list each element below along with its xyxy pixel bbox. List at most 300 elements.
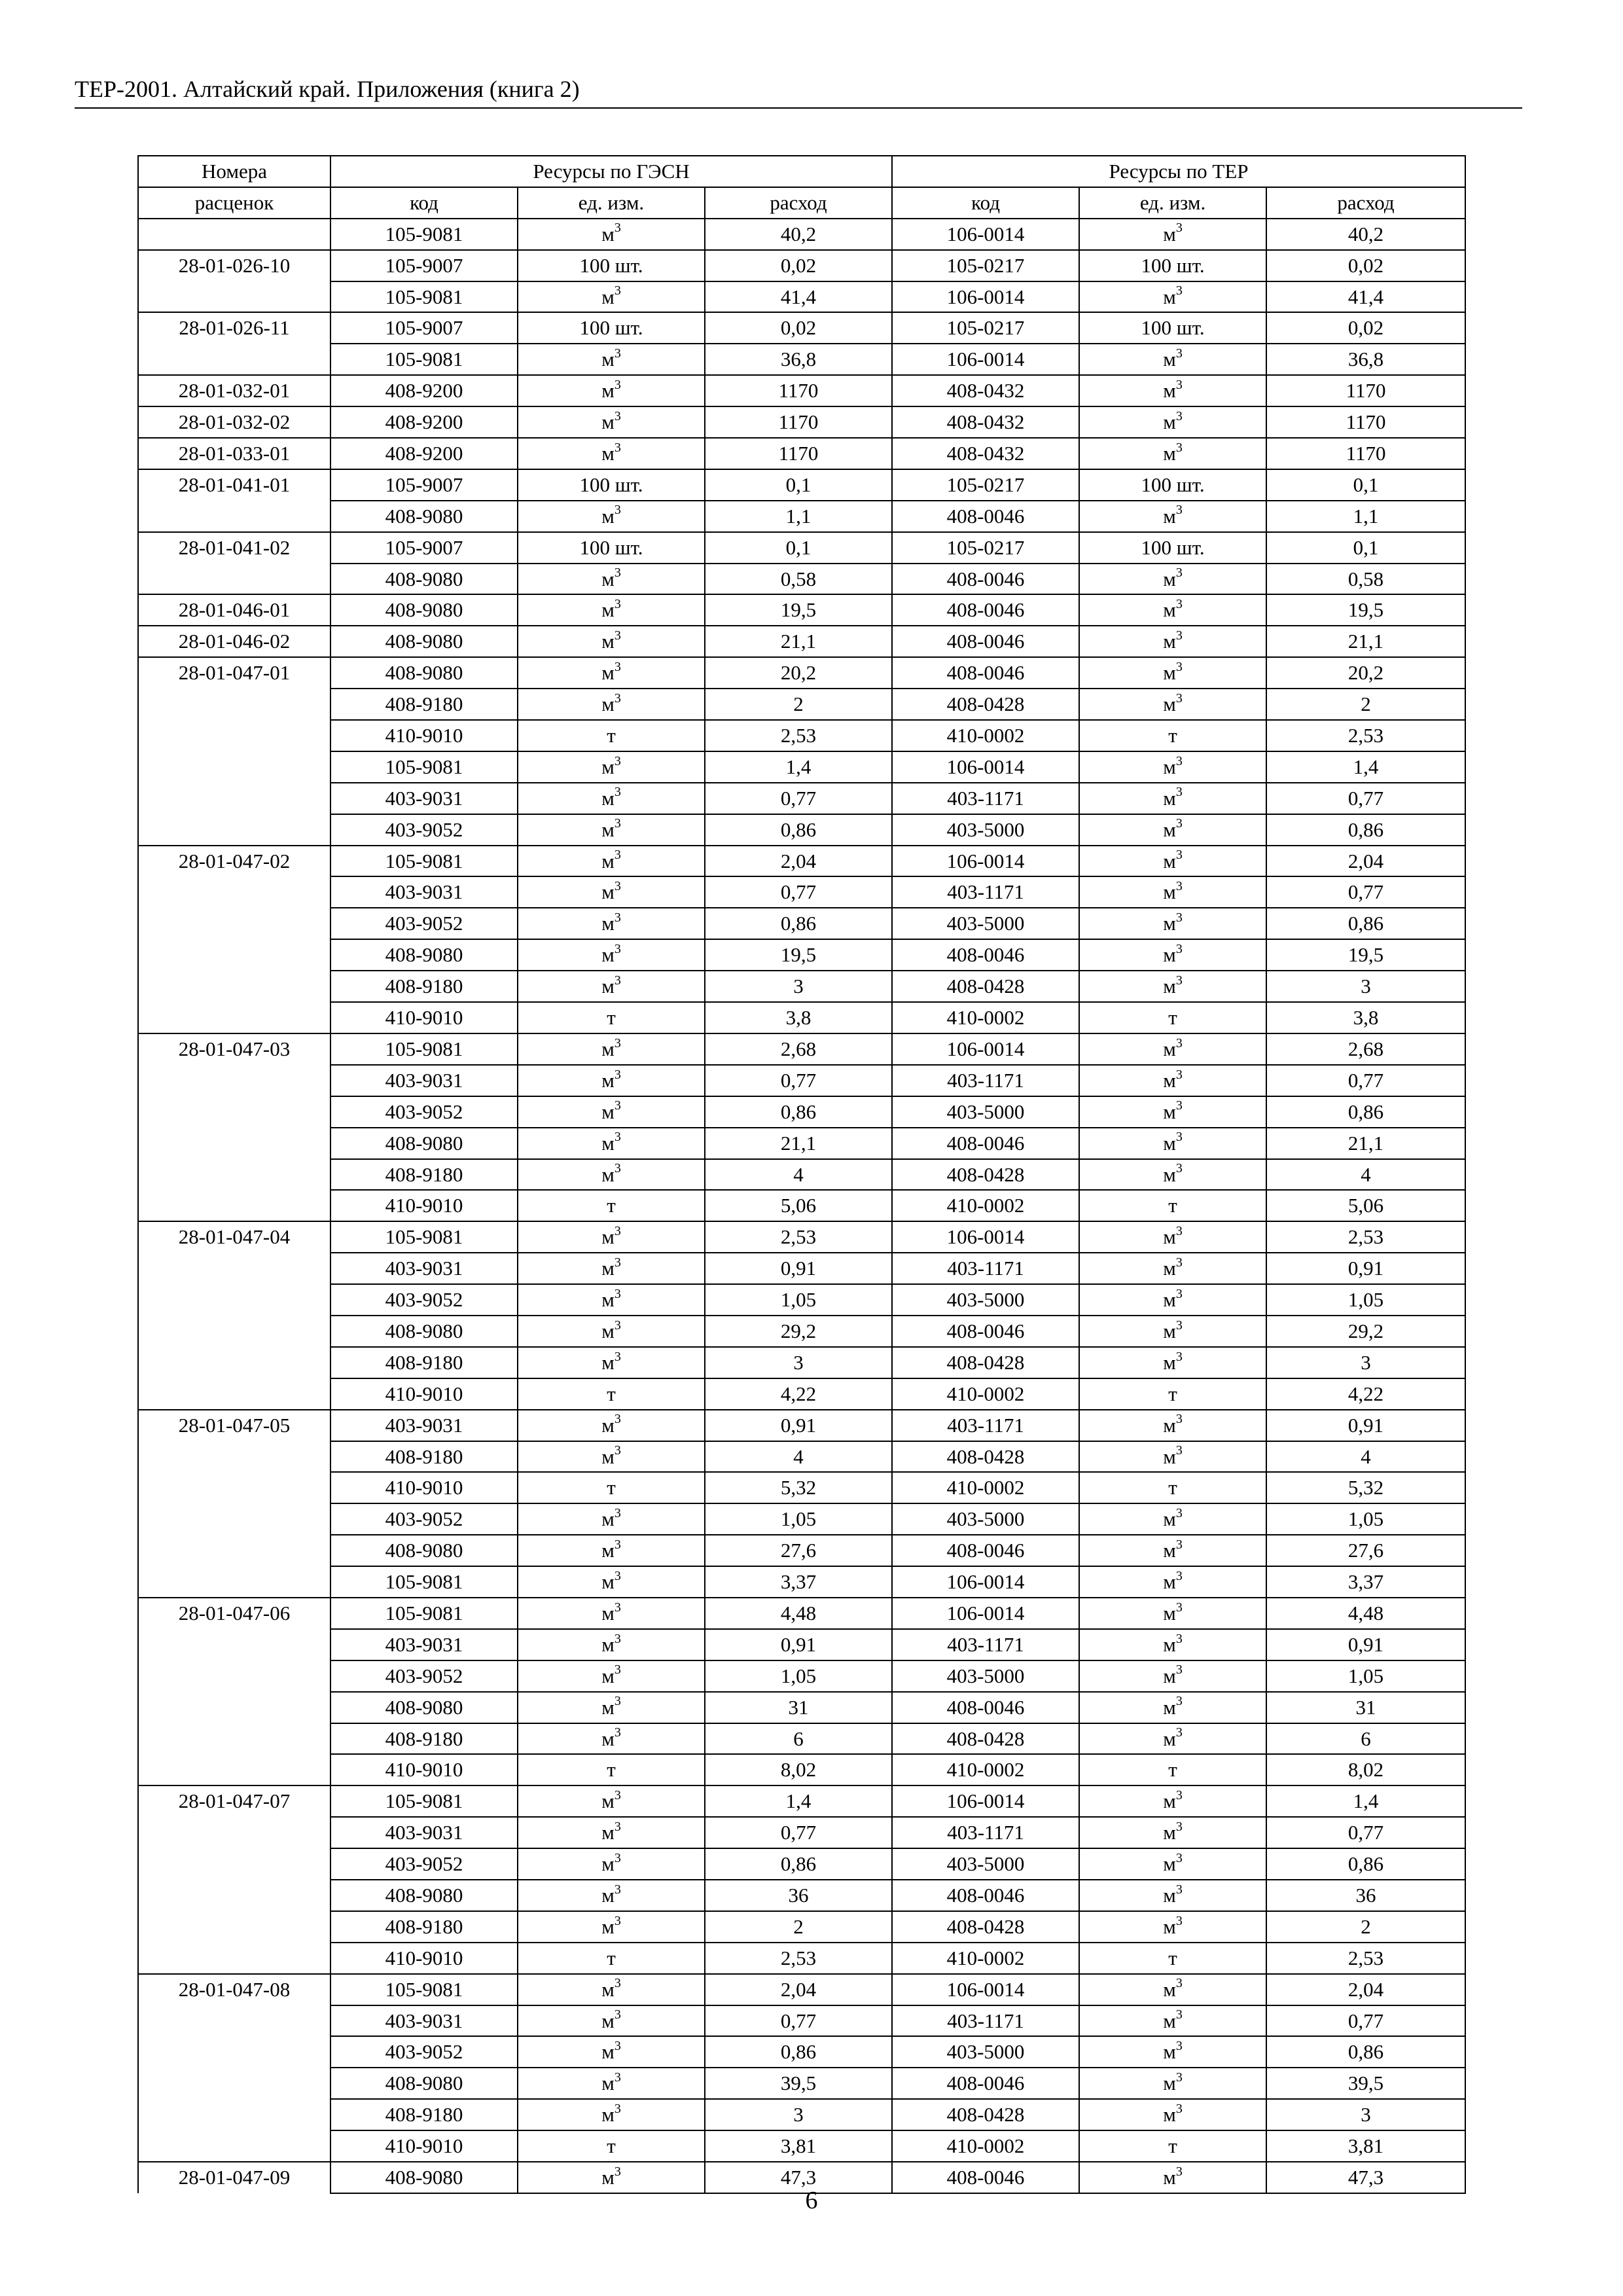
cell-rate-number <box>138 971 330 1002</box>
cell-gesn-amount: 27,6 <box>705 1535 892 1566</box>
cell-gesn-amount: 0,91 <box>705 1410 892 1441</box>
cell-ter-code: 408-0046 <box>892 1316 1079 1347</box>
cell-gesn-code: 403-9052 <box>330 1660 518 1692</box>
cell-rate-number <box>138 1943 330 1974</box>
cell-ter-unit: т <box>1079 1190 1266 1221</box>
cell-ter-amount: 19,5 <box>1266 939 1465 971</box>
cell-gesn-code: 403-9052 <box>330 814 518 846</box>
cell-gesn-amount: 29,2 <box>705 1316 892 1347</box>
cell-ter-code: 105-0217 <box>892 250 1079 281</box>
table-row <box>138 720 1465 751</box>
cell-gesn-unit: $м^3$ <box>518 1692 705 1723</box>
table-row <box>138 1660 1465 1692</box>
cell-gesn-code: 105-9081 <box>330 751 518 783</box>
cell-ter-unit: $м^3$ <box>1079 1598 1266 1629</box>
cell-ter-unit: $м^3$ <box>1079 2036 1266 2068</box>
cell-gesn-amount: 0,02 <box>705 250 892 281</box>
table-row <box>138 1848 1465 1880</box>
cell-gesn-amount: 1,4 <box>705 1785 892 1817</box>
table-row <box>138 626 1465 657</box>
cell-rate-number <box>138 1378 330 1410</box>
cell-ter-code: 403-1171 <box>892 1065 1079 1096</box>
cell-ter-code: 105-0217 <box>892 532 1079 564</box>
cell-ter-unit: $м^3$ <box>1079 657 1266 689</box>
header-gesn-unit: ед. изм. <box>518 187 705 219</box>
cell-gesn-amount: 20,2 <box>705 657 892 689</box>
cell-gesn-amount: 36,8 <box>705 344 892 375</box>
table-row <box>138 876 1465 908</box>
cell-gesn-amount: 2,53 <box>705 1943 892 1974</box>
header-ter-amount: расход <box>1266 187 1465 219</box>
cell-rate-number <box>138 1096 330 1128</box>
cell-gesn-unit: 100 шт. <box>518 532 705 564</box>
table-row <box>138 2036 1465 2068</box>
cell-ter-amount: 1,05 <box>1266 1660 1465 1692</box>
cell-ter-amount: 1,05 <box>1266 1503 1465 1535</box>
cell-gesn-code: 410-9010 <box>330 1472 518 1503</box>
cell-ter-code: 408-0046 <box>892 626 1079 657</box>
cell-ter-unit: $м^3$ <box>1079 751 1266 783</box>
cell-gesn-amount: 21,1 <box>705 1128 892 1159</box>
cell-ter-unit: $м^3$ <box>1079 971 1266 1002</box>
table-row <box>138 2099 1465 2130</box>
cell-ter-amount: 2,68 <box>1266 1033 1465 1065</box>
cell-gesn-unit: $м^3$ <box>518 1817 705 1848</box>
table-row <box>138 1096 1465 1128</box>
cell-ter-code: 408-0428 <box>892 2099 1079 2130</box>
cell-ter-amount: 1170 <box>1266 406 1465 438</box>
table-row <box>138 1378 1465 1410</box>
cell-gesn-amount: 4,22 <box>705 1378 892 1410</box>
cell-gesn-unit: $м^3$ <box>518 939 705 971</box>
table-row <box>138 564 1465 595</box>
table-row <box>138 281 1465 313</box>
cell-gesn-amount: 8,02 <box>705 1754 892 1785</box>
cell-ter-code: 408-0428 <box>892 1911 1079 1943</box>
cell-gesn-unit: $м^3$ <box>518 626 705 657</box>
cell-ter-code: 408-0428 <box>892 1723 1079 1755</box>
cell-ter-unit: $м^3$ <box>1079 1692 1266 1723</box>
cell-rate-number <box>138 1253 330 1284</box>
cell-gesn-amount: 0,77 <box>705 2005 892 2037</box>
cell-gesn-amount: 4 <box>705 1441 892 1473</box>
cell-ter-unit: $м^3$ <box>1079 939 1266 971</box>
header-rate-number-line1: Номера <box>138 156 330 187</box>
cell-gesn-code: 105-9081 <box>330 1598 518 1629</box>
table-header <box>138 156 1465 219</box>
cell-gesn-amount: 40,2 <box>705 219 892 250</box>
cell-ter-unit: $м^3$ <box>1079 1441 1266 1473</box>
cell-ter-code: 403-1171 <box>892 1410 1079 1441</box>
cell-rate-number <box>138 219 330 250</box>
cell-gesn-code: 105-9007 <box>330 312 518 344</box>
cell-ter-amount: 1,05 <box>1266 1284 1465 1316</box>
cell-ter-unit: $м^3$ <box>1079 344 1266 375</box>
cell-gesn-amount: 0,58 <box>705 564 892 595</box>
cell-ter-unit: $м^3$ <box>1079 281 1266 313</box>
cell-gesn-unit: т <box>518 2130 705 2162</box>
cell-ter-unit: $м^3$ <box>1079 1503 1266 1535</box>
table-row <box>138 971 1465 1002</box>
cell-ter-code: 408-0046 <box>892 1128 1079 1159</box>
table-row <box>138 2068 1465 2099</box>
cell-gesn-code: 408-9080 <box>330 501 518 532</box>
cell-ter-unit: 100 шт. <box>1079 250 1266 281</box>
cell-rate-number <box>138 1629 330 1660</box>
cell-ter-unit: т <box>1079 1472 1266 1503</box>
cell-rate-number: 28-01-047-09 <box>138 2162 330 2193</box>
cell-gesn-code: 408-9080 <box>330 564 518 595</box>
cell-gesn-unit: т <box>518 720 705 751</box>
cell-ter-amount: 0,91 <box>1266 1629 1465 1660</box>
cell-gesn-code: 403-9052 <box>330 1096 518 1128</box>
cell-ter-code: 106-0014 <box>892 751 1079 783</box>
cell-ter-code: 408-0046 <box>892 2162 1079 2193</box>
cell-gesn-unit: $м^3$ <box>518 908 705 939</box>
table-row <box>138 219 1465 250</box>
cell-gesn-unit: т <box>518 1190 705 1221</box>
cell-ter-code: 403-5000 <box>892 1848 1079 1880</box>
cell-ter-unit: 100 шт. <box>1079 312 1266 344</box>
cell-ter-unit: 100 шт. <box>1079 469 1266 501</box>
cell-gesn-code: 403-9031 <box>330 1253 518 1284</box>
cell-ter-unit: $м^3$ <box>1079 626 1266 657</box>
cell-gesn-amount: 0,1 <box>705 469 892 501</box>
cell-rate-number <box>138 1754 330 1785</box>
cell-ter-amount: 19,5 <box>1266 594 1465 626</box>
cell-gesn-unit: $м^3$ <box>518 2036 705 2068</box>
cell-rate-number <box>138 814 330 846</box>
cell-ter-amount: 36,8 <box>1266 344 1465 375</box>
cell-ter-code: 408-0046 <box>892 1692 1079 1723</box>
cell-ter-code: 408-0046 <box>892 1535 1079 1566</box>
table-row <box>138 1441 1465 1473</box>
cell-gesn-code: 408-9080 <box>330 2068 518 2099</box>
cell-ter-unit: $м^3$ <box>1079 375 1266 406</box>
cell-ter-unit: т <box>1079 1754 1266 1785</box>
cell-gesn-amount: 2 <box>705 689 892 720</box>
cell-gesn-code: 408-9180 <box>330 1911 518 1943</box>
cell-ter-amount: 20,2 <box>1266 657 1465 689</box>
cell-gesn-amount: 19,5 <box>705 594 892 626</box>
cell-rate-number <box>138 1128 330 1159</box>
cell-rate-number <box>138 1002 330 1033</box>
cell-gesn-unit: $м^3$ <box>518 1347 705 1378</box>
table-row <box>138 908 1465 939</box>
cell-ter-amount: 0,1 <box>1266 532 1465 564</box>
cell-gesn-amount: 5,06 <box>705 1190 892 1221</box>
table-row <box>138 1754 1465 1785</box>
cell-gesn-code: 403-9052 <box>330 1284 518 1316</box>
cell-gesn-unit: $м^3$ <box>518 1848 705 1880</box>
cell-gesn-unit: $м^3$ <box>518 783 705 814</box>
cell-ter-amount: 3 <box>1266 2099 1465 2130</box>
cell-ter-amount: 0,91 <box>1266 1253 1465 1284</box>
cell-gesn-code: 408-9080 <box>330 1880 518 1911</box>
cell-rate-number <box>138 1692 330 1723</box>
cell-ter-unit: $м^3$ <box>1079 1785 1266 1817</box>
cell-ter-code: 106-0014 <box>892 1566 1079 1598</box>
cell-rate-number <box>138 1190 330 1221</box>
cell-rate-number <box>138 2099 330 2130</box>
cell-ter-amount: 0,1 <box>1266 469 1465 501</box>
cell-gesn-unit: $м^3$ <box>518 564 705 595</box>
cell-gesn-unit: 100 шт. <box>518 250 705 281</box>
cell-gesn-unit: $м^3$ <box>518 2162 705 2193</box>
cell-gesn-code: 408-9080 <box>330 2162 518 2193</box>
cell-ter-code: 408-0046 <box>892 501 1079 532</box>
cell-ter-amount: 2,04 <box>1266 846 1465 877</box>
cell-ter-amount: 3,8 <box>1266 1002 1465 1033</box>
cell-gesn-code: 410-9010 <box>330 1943 518 1974</box>
cell-ter-code: 403-1171 <box>892 876 1079 908</box>
cell-ter-unit: $м^3$ <box>1079 1629 1266 1660</box>
cell-gesn-unit: $м^3$ <box>518 1503 705 1535</box>
cell-gesn-amount: 0,77 <box>705 1065 892 1096</box>
cell-gesn-unit: $м^3$ <box>518 1221 705 1253</box>
cell-rate-number <box>138 501 330 532</box>
cell-ter-amount: 4,48 <box>1266 1598 1465 1629</box>
cell-gesn-unit: $м^3$ <box>518 751 705 783</box>
table-row <box>138 1785 1465 1817</box>
table-row <box>138 1911 1465 1943</box>
cell-ter-unit: $м^3$ <box>1079 219 1266 250</box>
cell-ter-unit: $м^3$ <box>1079 1221 1266 1253</box>
cell-ter-code: 403-1171 <box>892 2005 1079 2037</box>
cell-ter-amount: 41,4 <box>1266 281 1465 313</box>
cell-rate-number <box>138 1848 330 1880</box>
cell-gesn-unit: $м^3$ <box>518 689 705 720</box>
document-title: ТЕР-2001. Алтайский край. Приложения (книга 2) <box>75 76 580 102</box>
cell-ter-amount: 1170 <box>1266 438 1465 469</box>
cell-gesn-unit: $м^3$ <box>518 1660 705 1692</box>
cell-gesn-unit: $м^3$ <box>518 375 705 406</box>
cell-gesn-amount: 0,86 <box>705 814 892 846</box>
cell-ter-code: 410-0002 <box>892 720 1079 751</box>
cell-gesn-code: 403-9031 <box>330 1817 518 1848</box>
cell-ter-amount: 2,04 <box>1266 1974 1465 2005</box>
cell-ter-code: 410-0002 <box>892 1943 1079 1974</box>
cell-gesn-code: 403-9031 <box>330 1065 518 1096</box>
cell-gesn-code: 408-9080 <box>330 1316 518 1347</box>
table-row <box>138 1503 1465 1535</box>
table-row <box>138 1880 1465 1911</box>
table-row <box>138 375 1465 406</box>
header-group-gesn: Ресурсы по ГЭСН <box>330 156 892 187</box>
cell-rate-number: 28-01-047-04 <box>138 1221 330 1253</box>
cell-gesn-amount: 1,1 <box>705 501 892 532</box>
table-row <box>138 1974 1465 2005</box>
cell-ter-unit: $м^3$ <box>1079 846 1266 877</box>
cell-ter-code: 403-5000 <box>892 2036 1079 2068</box>
cell-ter-code: 408-0046 <box>892 594 1079 626</box>
cell-gesn-code: 408-9180 <box>330 1441 518 1473</box>
cell-gesn-unit: $м^3$ <box>518 1316 705 1347</box>
table-row <box>138 594 1465 626</box>
table-row <box>138 2005 1465 2037</box>
table-row <box>138 1221 1465 1253</box>
cell-gesn-amount: 3,81 <box>705 2130 892 2162</box>
cell-gesn-code: 408-9200 <box>330 406 518 438</box>
cell-ter-code: 408-0046 <box>892 657 1079 689</box>
cell-ter-code: 403-5000 <box>892 908 1079 939</box>
cell-ter-amount: 4,22 <box>1266 1378 1465 1410</box>
cell-ter-code: 106-0014 <box>892 1785 1079 1817</box>
cell-gesn-code: 408-9180 <box>330 1723 518 1755</box>
cell-gesn-code: 403-9031 <box>330 1629 518 1660</box>
cell-ter-unit: $м^3$ <box>1079 1159 1266 1191</box>
cell-gesn-code: 408-9180 <box>330 689 518 720</box>
cell-ter-code: 408-0428 <box>892 1347 1079 1378</box>
cell-rate-number: 28-01-047-06 <box>138 1598 330 1629</box>
cell-gesn-code: 403-9052 <box>330 908 518 939</box>
cell-gesn-unit: $м^3$ <box>518 1974 705 2005</box>
table-row <box>138 250 1465 281</box>
cell-ter-unit: $м^3$ <box>1079 1817 1266 1848</box>
cell-gesn-amount: 0,86 <box>705 908 892 939</box>
cell-rate-number: 28-01-041-02 <box>138 532 330 564</box>
cell-gesn-amount: 1,05 <box>705 1660 892 1692</box>
cell-gesn-amount: 2,53 <box>705 1221 892 1253</box>
cell-gesn-unit: 100 шт. <box>518 312 705 344</box>
cell-rate-number <box>138 876 330 908</box>
cell-ter-unit: 100 шт. <box>1079 532 1266 564</box>
cell-ter-amount: 4 <box>1266 1159 1465 1191</box>
cell-gesn-amount: 3,8 <box>705 1002 892 1033</box>
cell-gesn-code: 410-9010 <box>330 1190 518 1221</box>
cell-rate-number <box>138 1566 330 1598</box>
cell-ter-amount: 0,86 <box>1266 814 1465 846</box>
cell-ter-code: 403-1171 <box>892 783 1079 814</box>
cell-rate-number <box>138 1660 330 1692</box>
cell-ter-code: 403-5000 <box>892 1096 1079 1128</box>
cell-gesn-code: 408-9200 <box>330 375 518 406</box>
cell-gesn-unit: $м^3$ <box>518 2005 705 2037</box>
cell-ter-amount: 0,77 <box>1266 1065 1465 1096</box>
cell-rate-number: 28-01-033-01 <box>138 438 330 469</box>
header-gesn-code: код <box>330 187 518 219</box>
cell-ter-unit: $м^3$ <box>1079 689 1266 720</box>
cell-rate-number: 28-01-032-01 <box>138 375 330 406</box>
cell-ter-unit: $м^3$ <box>1079 2099 1266 2130</box>
cell-rate-number <box>138 689 330 720</box>
cell-ter-unit: т <box>1079 720 1266 751</box>
cell-ter-amount: 0,91 <box>1266 1410 1465 1441</box>
cell-gesn-unit: т <box>518 1472 705 1503</box>
cell-gesn-unit: $м^3$ <box>518 281 705 313</box>
cell-gesn-amount: 2,68 <box>705 1033 892 1065</box>
cell-gesn-code: 105-9007 <box>330 469 518 501</box>
header-ter-code: код <box>892 187 1079 219</box>
cell-gesn-amount: 47,3 <box>705 2162 892 2193</box>
table-row <box>138 1566 1465 1598</box>
cell-ter-unit: т <box>1079 1002 1266 1033</box>
cell-ter-code: 403-5000 <box>892 1284 1079 1316</box>
cell-ter-unit: $м^3$ <box>1079 1065 1266 1096</box>
table-row <box>138 1033 1465 1065</box>
cell-ter-amount: 0,77 <box>1266 783 1465 814</box>
cell-ter-code: 106-0014 <box>892 846 1079 877</box>
cell-ter-code: 106-0014 <box>892 1974 1079 2005</box>
cell-ter-amount: 0,02 <box>1266 312 1465 344</box>
table-row <box>138 1128 1465 1159</box>
cell-rate-number <box>138 1472 330 1503</box>
table-row <box>138 1535 1465 1566</box>
cell-ter-code: 408-0046 <box>892 1880 1079 1911</box>
cell-gesn-amount: 1,05 <box>705 1284 892 1316</box>
table-row <box>138 1629 1465 1660</box>
table-row <box>138 1316 1465 1347</box>
cell-gesn-amount: 0,77 <box>705 876 892 908</box>
cell-rate-number <box>138 564 330 595</box>
cell-gesn-unit: $м^3$ <box>518 846 705 877</box>
cell-rate-number <box>138 783 330 814</box>
cell-ter-unit: $м^3$ <box>1079 1660 1266 1692</box>
cell-gesn-unit: $м^3$ <box>518 1410 705 1441</box>
cell-rate-number <box>138 720 330 751</box>
cell-rate-number: 28-01-026-11 <box>138 312 330 344</box>
cell-ter-amount: 0,86 <box>1266 1096 1465 1128</box>
cell-rate-number <box>138 751 330 783</box>
table-row <box>138 1347 1465 1378</box>
cell-gesn-code: 105-9007 <box>330 532 518 564</box>
cell-ter-code: 408-0432 <box>892 406 1079 438</box>
cell-gesn-unit: $м^3$ <box>518 1598 705 1629</box>
cell-rate-number <box>138 1880 330 1911</box>
cell-ter-amount: 2 <box>1266 689 1465 720</box>
cell-ter-unit: $м^3$ <box>1079 594 1266 626</box>
cell-gesn-unit: т <box>518 1378 705 1410</box>
cell-ter-unit: $м^3$ <box>1079 406 1266 438</box>
cell-rate-number: 28-01-032-02 <box>138 406 330 438</box>
page-number: 6 <box>805 2187 818 2214</box>
cell-gesn-unit: $м^3$ <box>518 1284 705 1316</box>
cell-rate-number <box>138 1284 330 1316</box>
cell-gesn-unit: $м^3$ <box>518 1629 705 1660</box>
cell-ter-amount: 2,53 <box>1266 1221 1465 1253</box>
table-row <box>138 438 1465 469</box>
cell-gesn-unit: т <box>518 1754 705 1785</box>
cell-ter-code: 408-0428 <box>892 1159 1079 1191</box>
cell-ter-unit: $м^3$ <box>1079 1347 1266 1378</box>
table-row <box>138 1410 1465 1441</box>
cell-gesn-amount: 4,48 <box>705 1598 892 1629</box>
cell-ter-amount: 0,77 <box>1266 2005 1465 2037</box>
cell-ter-code: 408-0428 <box>892 971 1079 1002</box>
cell-gesn-unit: $м^3$ <box>518 344 705 375</box>
cell-rate-number <box>138 1723 330 1755</box>
cell-gesn-code: 403-9052 <box>330 1503 518 1535</box>
cell-ter-unit: $м^3$ <box>1079 1128 1266 1159</box>
cell-ter-amount: 1,1 <box>1266 501 1465 532</box>
table-row <box>138 1253 1465 1284</box>
cell-ter-unit: т <box>1079 2130 1266 2162</box>
cell-gesn-code: 410-9010 <box>330 1378 518 1410</box>
table-row <box>138 939 1465 971</box>
cell-ter-amount: 3 <box>1266 1347 1465 1378</box>
cell-gesn-unit: $м^3$ <box>518 406 705 438</box>
cell-rate-number <box>138 2036 330 2068</box>
cell-ter-code: 410-0002 <box>892 1754 1079 1785</box>
cell-ter-unit: $м^3$ <box>1079 1284 1266 1316</box>
cell-rate-number: 28-01-047-03 <box>138 1033 330 1065</box>
cell-ter-amount: 39,5 <box>1266 2068 1465 2099</box>
cell-ter-unit: $м^3$ <box>1079 876 1266 908</box>
table-row <box>138 1065 1465 1096</box>
cell-gesn-amount: 3 <box>705 2099 892 2130</box>
cell-gesn-unit: $м^3$ <box>518 219 705 250</box>
cell-ter-amount: 27,6 <box>1266 1535 1465 1566</box>
